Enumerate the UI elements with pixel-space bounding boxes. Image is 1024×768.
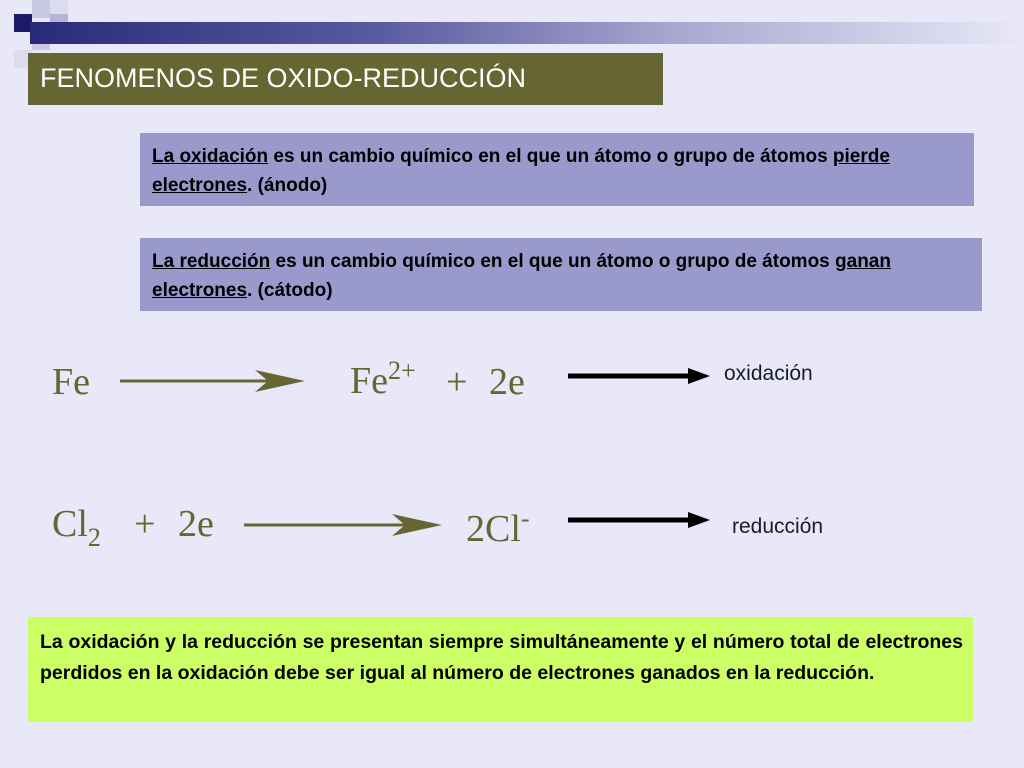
oxidation-key: pierde electrones	[152, 146, 890, 196]
reaction2-plus: +	[134, 503, 156, 545]
reaction2-electrons: 2e	[178, 503, 214, 545]
top-gradient-bar	[30, 22, 1024, 44]
summary-text: La oxidación y la reducción se presentan siempre simultáneamente y el número total de electrones perdidos en la oxidación debe ser igual al número de electrones ganados en la reducción.	[28, 617, 973, 722]
reduction-term: La reducción	[152, 251, 271, 272]
reaction2-reactant-sub: 2	[87, 523, 101, 552]
reaction1-product-charge: 2+	[388, 356, 416, 385]
reaction1-label-arrow	[568, 366, 710, 386]
reaction2-label: reducción	[732, 515, 824, 538]
reaction2-reactant	[52, 502, 101, 553]
reaction1-reactant: Fe	[52, 361, 90, 403]
slide-title: FENOMENOS DE OXIDO-REDUCCIÓN	[28, 53, 663, 105]
reaction1-product-base: Fe	[350, 360, 388, 402]
reaction1-product	[350, 356, 416, 403]
reaction1-label: oxidación	[724, 362, 813, 385]
reaction2-product-base: 2Cl	[466, 508, 521, 550]
oxidation-text-1: es un cambio químico en el que un átomo o grupo de átomos	[268, 146, 833, 167]
reduction-text-2: . (cátodo)	[247, 280, 333, 301]
reaction2-label-arrow	[568, 510, 710, 530]
reduction-key: ganan electrones	[152, 251, 891, 301]
oxidation-definition	[140, 133, 974, 206]
reaction1-plus: +	[446, 361, 468, 403]
reduction-definition	[140, 238, 982, 311]
reaction2-reactant-base: Cl	[52, 503, 88, 545]
reaction2-product	[466, 504, 530, 551]
reaction2-product-charge: -	[520, 504, 530, 533]
oxidation-text-2: . (ánodo)	[247, 175, 328, 196]
reaction2-arrow	[244, 512, 442, 538]
oxidation-term: La oxidación	[152, 146, 269, 167]
reaction1-arrow	[120, 368, 305, 394]
reduction-text-1: es un cambio químico en el que un átomo o grupo de átomos	[270, 251, 836, 272]
reaction1-electrons: 2e	[489, 361, 525, 403]
